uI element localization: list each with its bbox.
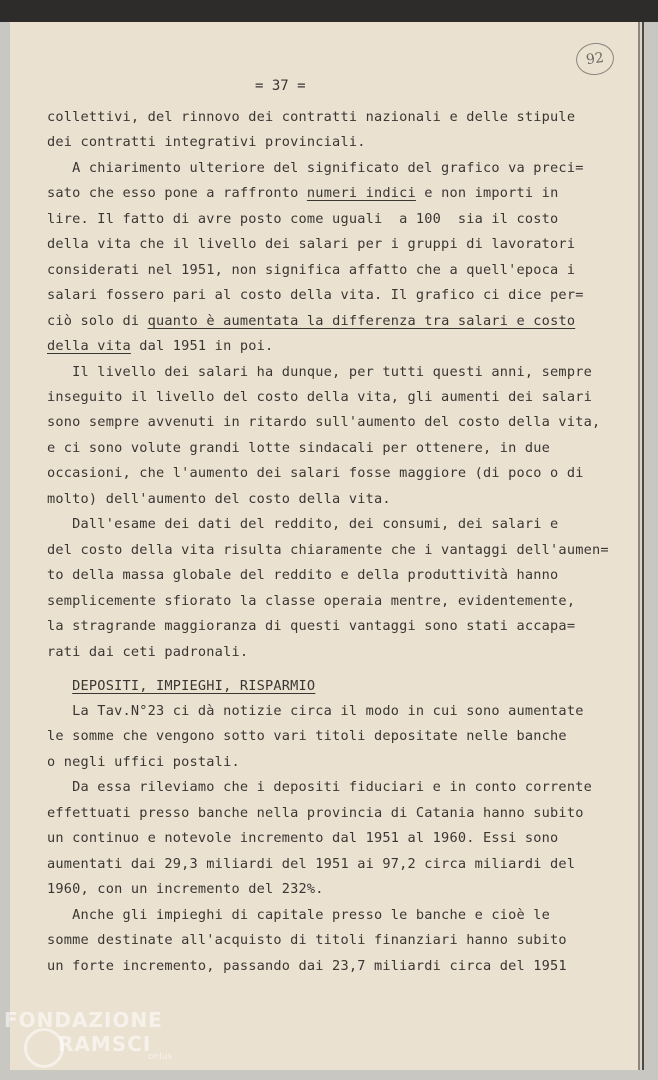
text-segment: ciò solo di bbox=[47, 313, 148, 329]
text-line bbox=[47, 902, 607, 928]
text-line bbox=[47, 155, 607, 181]
text-line bbox=[47, 774, 607, 800]
text-line bbox=[47, 851, 607, 877]
text-line bbox=[47, 486, 607, 512]
text-segment: Dall'esame dei dati del reddito, dei consumi, dei salari e bbox=[47, 516, 559, 532]
text-line bbox=[47, 180, 607, 206]
text-segment: somme destinate all'acquisto di titoli finanziari hanno subito bbox=[47, 932, 567, 948]
text-line bbox=[47, 511, 607, 537]
text-segment: o negli uffici postali. bbox=[47, 754, 240, 770]
text-line bbox=[47, 359, 607, 385]
text-line bbox=[47, 206, 607, 232]
text-segment: dei contratti integrativi provinciali. bbox=[47, 134, 366, 150]
underlined-text: quanto è aumentata la differenza tra salari e costo bbox=[147, 313, 576, 329]
text-line bbox=[47, 435, 607, 461]
text-line bbox=[47, 537, 607, 563]
text-segment: aumentati dai 29,3 miliardi del 1951 ai 97,2 circa miliardi del bbox=[47, 856, 576, 872]
text-segment: occasioni, che l'aumento dei salari fosse maggiore (di poco o di bbox=[47, 465, 584, 481]
text-line bbox=[47, 104, 607, 130]
text-segment: e ci sono volute grandi lotte sindacali per ottenere, in due bbox=[47, 440, 551, 456]
archive-number-stamp: 92 bbox=[574, 41, 616, 78]
text-segment: considerati nel 1951, non significa affatto che a quell'epoca i bbox=[47, 262, 576, 278]
text-segment: to della massa globale del reddito e della produttività hanno bbox=[47, 567, 559, 583]
text-line bbox=[47, 800, 607, 826]
watermark-line2: RAMSCI bbox=[58, 1032, 152, 1056]
text-line bbox=[47, 749, 607, 775]
underlined-text: della vita bbox=[47, 338, 131, 354]
watermark-line1: FONDAZIONE bbox=[4, 1008, 163, 1032]
text-line bbox=[47, 384, 607, 410]
text-segment: sato che esso pone a raffronto bbox=[47, 185, 307, 201]
text-segment: A chiarimento ulteriore del significato del grafico va preci= bbox=[47, 160, 584, 176]
text-line bbox=[47, 129, 607, 155]
text-line bbox=[47, 562, 607, 588]
text-segment: del costo della vita risulta chiaramente che i vantaggi dell'aumen= bbox=[47, 542, 609, 558]
text-segment: la stragrande maggioranza di questi vantaggi sono stati accapa= bbox=[47, 618, 576, 634]
text-segment: molto) dell'aumento del costo della vita. bbox=[47, 491, 391, 507]
page-number: = 37 = bbox=[255, 78, 306, 94]
text-segment: collettivi, del rinnovo dei contratti nazionali e delle stipule bbox=[47, 109, 576, 125]
text-line bbox=[47, 613, 607, 639]
text-line bbox=[47, 723, 607, 749]
text-segment: Anche gli impieghi di capitale presso le banche e cioè le bbox=[47, 907, 551, 923]
scan-top-edge bbox=[0, 0, 658, 22]
text-line bbox=[47, 308, 607, 334]
text-segment: effettuati presso banche nella provincia di Catania hanno subito bbox=[47, 805, 584, 821]
text-segment: semplicemente sfiorato la classe operaia mentre, evidentemente, bbox=[47, 593, 576, 609]
text-segment: sono sempre avvenuti in ritardo sull'aumento del costo della vita, bbox=[47, 414, 601, 430]
text-line bbox=[47, 460, 607, 486]
text-line bbox=[47, 257, 607, 283]
text-line bbox=[47, 588, 607, 614]
text-line bbox=[47, 673, 607, 699]
watermark-line3: onlus bbox=[148, 1052, 173, 1062]
text-segment: dal 1951 in poi. bbox=[130, 338, 274, 354]
underlined-text: DEPOSITI, IMPIEGHI, RISPARMIO bbox=[72, 678, 316, 694]
text-line bbox=[47, 409, 607, 435]
text-line bbox=[47, 825, 607, 851]
text-line bbox=[47, 282, 607, 308]
text-segment: della vita che il livello dei salari per i gruppi di lavoratori bbox=[47, 236, 576, 252]
text-line bbox=[47, 927, 607, 953]
text-line bbox=[47, 698, 607, 724]
text-line bbox=[47, 231, 607, 257]
text-line bbox=[47, 333, 607, 359]
text-segment: Il livello dei salari ha dunque, per tutti questi anni, sempre bbox=[47, 364, 592, 380]
text-segment: salari fossero pari al costo della vita. Il grafico ci dice per= bbox=[47, 287, 584, 303]
text-segment: un forte incremento, passando dai 23,7 miliardi circa del 1951 bbox=[47, 958, 567, 974]
text-segment: lire. Il fatto di avre posto come uguali a 100 sia il costo bbox=[47, 211, 559, 227]
text-segment bbox=[47, 678, 72, 694]
text-line bbox=[47, 876, 607, 902]
text-line bbox=[47, 953, 607, 979]
text-segment: inseguito il livello del costo della vita, gli aumenti dei salari bbox=[47, 389, 592, 405]
text-segment: e non importi in bbox=[415, 185, 559, 201]
underlined-text: numeri indici bbox=[306, 185, 416, 201]
text-segment: 1960, con un incremento del 232%. bbox=[47, 881, 324, 897]
text-segment: La Tav.N°23 ci dà notizie circa il modo in cui sono aumentate bbox=[47, 703, 584, 719]
text-segment: un continuo e notevole incremento dal 1951 al 1960. Essi sono bbox=[47, 830, 559, 846]
text-segment: rati dai ceti padronali. bbox=[47, 644, 249, 660]
text-line bbox=[47, 639, 607, 665]
text-segment: le somme che vengono sotto vari titoli depositate nelle banche bbox=[47, 728, 567, 744]
text-segment: Da essa rileviamo che i depositi fiduciari e in conto corrente bbox=[47, 779, 592, 795]
